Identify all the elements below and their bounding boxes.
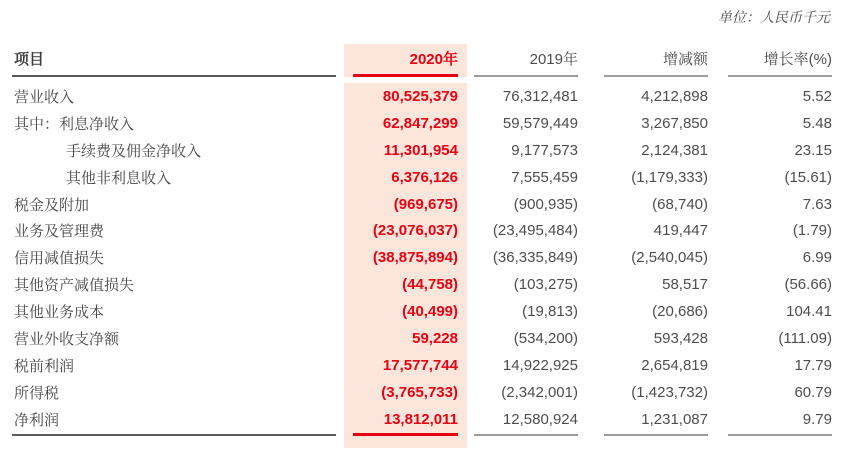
header-rule-growth (728, 75, 832, 77)
header-rule-2019 (474, 75, 578, 77)
row-value-change: 593,428 (653, 330, 708, 348)
row-value-2020: 17,577,744 (344, 352, 467, 379)
row-value-growth: 60.79 (794, 383, 832, 401)
row-value-change: 419,447 (653, 222, 708, 240)
footer-highlight-cell (344, 436, 467, 448)
row-value-growth: (1.79) (792, 222, 832, 240)
table-header-row (14, 44, 832, 77)
row-value-growth: 23.15 (794, 141, 832, 159)
row-value-2019: (2,342,001) (501, 383, 578, 401)
header-growth-label: 增长率(%) (763, 51, 832, 68)
header-2020 (344, 44, 467, 77)
row-value-change: (1,179,333) (631, 168, 708, 186)
table-row (14, 164, 832, 191)
table-body (14, 77, 832, 433)
row-value-2019: (36,335,849) (492, 249, 578, 267)
row-value-growth: 17.79 (794, 357, 832, 375)
row-value-2020: 13,812,011 (344, 406, 467, 433)
row-value-growth: 7.63 (802, 195, 832, 213)
table-row (14, 244, 832, 271)
header-growth (708, 44, 832, 77)
row-value-2019: (103,275) (513, 276, 578, 294)
row-value-growth: (15.61) (784, 168, 832, 186)
row-value-growth: (111.09) (778, 330, 832, 348)
header-2020-label: 2020年 (409, 51, 458, 68)
row-value-growth: 5.52 (802, 87, 832, 105)
row-value-2020: 6,376,126 (344, 164, 467, 191)
row-value-growth: 5.48 (802, 114, 832, 132)
bottom-rule-change (604, 434, 708, 436)
row-value-2020: (23,076,037) (344, 218, 467, 245)
row-item-label: 净利润 (14, 411, 60, 429)
row-value-change: (1,423,732) (631, 383, 708, 401)
row-value-2020: (3,765,733) (344, 379, 467, 406)
table-row (14, 191, 832, 218)
table-row (14, 83, 832, 110)
row-value-2019: (23,495,484) (492, 222, 578, 240)
row-value-2019: 14,922,925 (502, 357, 578, 375)
header-rule-change (604, 75, 708, 77)
row-value-2020: (44,758) (344, 271, 467, 298)
row-value-change: (68,740) (652, 195, 708, 213)
row-value-2019: (19,813) (522, 303, 578, 321)
row-value-change: 58,517 (662, 276, 708, 294)
bottom-rule-growth (728, 434, 832, 436)
header-rule-2020 (353, 74, 458, 77)
row-value-2019: (900,935) (513, 195, 578, 213)
row-value-2020: 11,301,954 (344, 137, 467, 164)
row-value-change: 2,124,381 (641, 141, 708, 159)
row-item-label: 所得税 (14, 384, 60, 402)
row-value-growth: 9.79 (802, 410, 832, 428)
header-item-label: 项目 (14, 51, 45, 68)
table-row (14, 298, 832, 325)
table-row (14, 271, 832, 298)
income-statement-table (14, 44, 832, 451)
row-value-change: 3,267,850 (641, 114, 708, 132)
header-item (14, 44, 344, 77)
header-change (578, 44, 708, 77)
table-row (14, 379, 832, 406)
row-value-2019: 9,177,573 (511, 141, 578, 159)
table-row (14, 352, 832, 379)
header-2019-label: 2019年 (529, 51, 578, 68)
row-value-2019: 12,580,924 (502, 410, 578, 428)
row-item-label: 营业收入 (14, 88, 75, 106)
row-item-label: 税前利润 (14, 358, 75, 376)
table-row (14, 325, 832, 352)
row-value-change: 2,654,819 (641, 357, 708, 375)
row-value-growth: (56.66) (784, 276, 832, 294)
row-value-2019: 7,555,459 (511, 168, 578, 186)
table-row (14, 218, 832, 245)
table-row (14, 137, 832, 164)
row-value-change: 4,212,898 (641, 87, 708, 105)
row-item-label: 手续费及佣金净收入 (66, 142, 202, 160)
row-item-label: 其他业务成本 (14, 304, 105, 322)
bottom-rule-item (12, 434, 336, 436)
table-row (14, 110, 832, 137)
row-value-2020: 62,847,299 (344, 110, 467, 137)
unit-note: 单位：人民币千元 (718, 9, 830, 25)
row-value-growth: 104.41 (786, 303, 832, 321)
row-item-label: 信用减值损失 (14, 250, 105, 268)
row-value-growth: 6.99 (802, 249, 832, 267)
row-value-change: (20,686) (652, 303, 708, 321)
row-value-change: (2,540,045) (631, 249, 708, 267)
row-item-label: 营业外收支净额 (14, 331, 120, 349)
row-value-2020: (969,675) (344, 191, 467, 218)
row-value-2019: (534,200) (513, 330, 578, 348)
bottom-rule-2019 (474, 434, 578, 436)
highlight-footer-strip (14, 436, 832, 448)
row-item-label: 税金及附加 (14, 196, 90, 214)
table-row (14, 406, 832, 433)
row-value-2019: 76,312,481 (502, 87, 578, 105)
header-2019 (467, 44, 578, 77)
row-value-2020: 80,525,379 (344, 83, 467, 110)
row-value-2019: 59,579,449 (502, 114, 578, 132)
row-item-label: 业务及管理费 (14, 223, 105, 241)
row-value-2020: (38,875,894) (344, 244, 467, 271)
row-value-2020: (40,499) (344, 298, 467, 325)
row-item-label: 其他非利息收入 (66, 169, 172, 187)
row-value-2020: 59,228 (344, 325, 467, 352)
header-change-label: 增减额 (662, 51, 708, 68)
header-rule-item (12, 75, 336, 77)
row-value-change: 1,231,087 (641, 410, 708, 428)
row-item-label: 其中：利息净收入 (14, 115, 135, 133)
row-item-label: 其他资产减值损失 (14, 277, 135, 295)
